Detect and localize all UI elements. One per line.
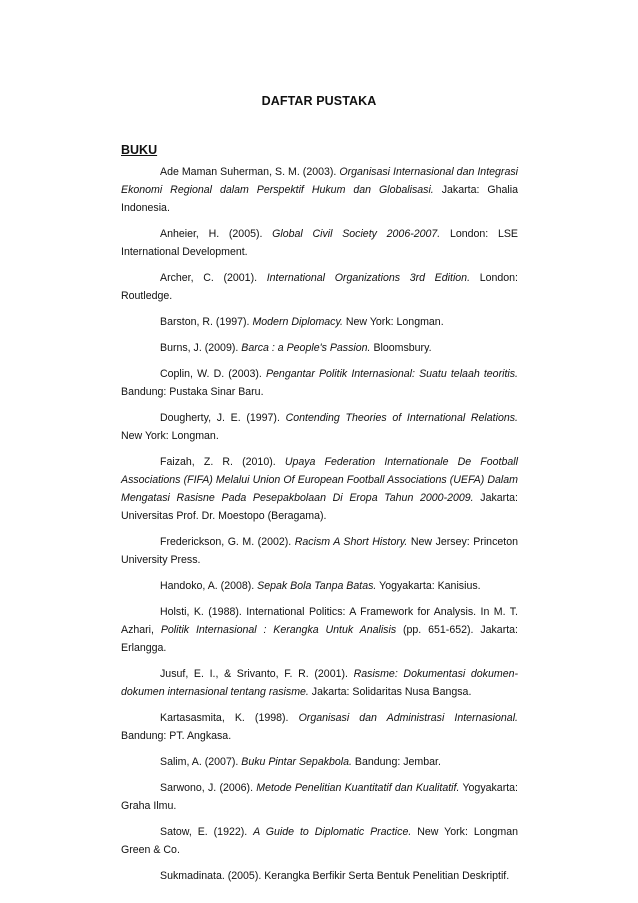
reference-title: Sepak Bola Tanpa Batas. bbox=[257, 580, 377, 592]
reference-title: Buku Pintar Sepakbola. bbox=[241, 756, 352, 768]
reference-text: Anheier, H. (2005). bbox=[160, 228, 273, 240]
reference-text: Satow, E. (1922). bbox=[160, 826, 254, 838]
reference-title: Rasisme: Dokumentasi dokumen-dokumen internasional tentang rasisme. bbox=[121, 668, 518, 698]
reference-title: Pengantar Politik Internasional: Suatu telaah teoritis. bbox=[265, 368, 518, 380]
reference-publisher: London: LSE International Development. bbox=[121, 228, 518, 258]
reference-item bbox=[121, 313, 518, 331]
reference-text: Sarwono, J. (2006). bbox=[160, 782, 257, 794]
reference-text: Archer, C. (2001). bbox=[160, 272, 267, 284]
reference-item bbox=[121, 225, 518, 261]
reference-text: Kartasasmita, K. (1998). bbox=[160, 712, 299, 724]
reference-text: Frederickson, G. M. (2002). bbox=[160, 536, 295, 548]
reference-title: International Organizations 3rd Edition. bbox=[266, 272, 471, 284]
reference-item bbox=[121, 823, 518, 859]
reference-publisher: Jakarta: Ghalia Indonesia. bbox=[121, 184, 518, 214]
reference-publisher: Bandung: Jembar. bbox=[351, 756, 441, 768]
reference-text: Burns, J. (2009). bbox=[160, 342, 242, 354]
reference-publisher: London: Routledge. bbox=[121, 272, 518, 302]
reference-item bbox=[121, 365, 518, 401]
reference-list bbox=[121, 163, 518, 893]
reference-item bbox=[121, 577, 518, 595]
reference-title: Organisasi Internasional dan Integrasi Ekonomi Regional dalam Perspektif Hukum dan Globalisasi. bbox=[121, 166, 518, 196]
reference-text: Salim, A. (2007). bbox=[160, 756, 242, 768]
reference-item bbox=[121, 163, 518, 217]
reference-item bbox=[121, 753, 518, 771]
page-title: DAFTAR PUSTAKA bbox=[261, 94, 377, 108]
reference-title: Contending Theories of International Relations. bbox=[285, 412, 518, 424]
reference-publisher: New York: Longman Green & Co. bbox=[121, 826, 518, 856]
reference-title: Modern Diplomacy. bbox=[252, 316, 343, 328]
reference-text: Jusuf, E. I., & Srivanto, F. R. (2001). bbox=[160, 668, 354, 680]
reference-item bbox=[121, 603, 518, 657]
reference-item bbox=[121, 867, 518, 885]
reference-text: Handoko, A. (2008). bbox=[160, 580, 258, 592]
reference-publisher: Yogyakarta: Kanisius. bbox=[376, 580, 481, 592]
reference-title: Racism A Short History. bbox=[294, 536, 408, 548]
reference-publisher: Jakarta: Solidaritas Nusa Bangsa. bbox=[308, 686, 472, 698]
reference-title: A Guide to Diplomatic Practice. bbox=[253, 826, 412, 838]
reference-item bbox=[121, 409, 518, 445]
reference-item bbox=[121, 453, 518, 525]
reference-title: Upaya Federation Internationale De Football Associations (FIFA) Melalui Union Of European Football Associations (UEFA) Dalam Mengatasi Rasisne Pada Pesepakbolaan Di Eropa Tahun 2000-2009. bbox=[121, 456, 518, 504]
reference-publisher: Bandung: PT. Angkasa. bbox=[121, 730, 232, 742]
reference-item bbox=[121, 533, 518, 569]
reference-publisher: (pp. 651-652). Jakarta: Erlangga. bbox=[121, 624, 519, 654]
reference-text: Faizah, Z. R. (2010). bbox=[160, 456, 285, 468]
reference-item bbox=[121, 779, 518, 815]
reference-publisher: New Jersey: Princeton University Press. bbox=[121, 536, 518, 566]
reference-text: Barston, R. (1997). bbox=[160, 316, 253, 328]
reference-publisher: Bloomsbury. bbox=[370, 342, 432, 354]
reference-item bbox=[121, 709, 518, 745]
reference-text: Holsti, K. (1988). International Politics: A Framework for Analysis. In M. T. Azhari, bbox=[121, 606, 518, 636]
reference-publisher: Bandung: Pustaka Sinar Baru. bbox=[121, 386, 264, 398]
reference-text: Sukmadinata. (2005). Kerangka Berfikir Serta Bentuk Penelitian Deskriptif. bbox=[160, 870, 510, 882]
reference-publisher: Jakarta: Universitas Prof. Dr. Moestopo (Beragama). bbox=[121, 492, 518, 522]
reference-title: Barca : a People's Passion. bbox=[241, 342, 371, 354]
section-heading-buku: BUKU bbox=[121, 143, 158, 157]
reference-title: Organisasi dan Administrasi Internasional. bbox=[298, 712, 518, 724]
reference-publisher: New York: Longman. bbox=[342, 316, 444, 328]
reference-item bbox=[121, 339, 518, 357]
reference-text: Dougherty, J. E. (1997). bbox=[160, 412, 286, 424]
reference-text: Ade Maman Suherman, S. M. (2003). bbox=[160, 166, 340, 178]
reference-text: Coplin, W. D. (2003). bbox=[160, 368, 266, 380]
reference-title: Metode Penelitian Kuantitatif dan Kualitatif. bbox=[256, 782, 460, 794]
reference-title: Politik Internasional : Kerangka Untuk Analisis bbox=[160, 624, 397, 636]
reference-item bbox=[121, 269, 518, 305]
reference-item bbox=[121, 665, 518, 701]
reference-title: Global Civil Society 2006-2007. bbox=[272, 228, 441, 240]
reference-publisher: Yogyakarta: Graha Ilmu. bbox=[121, 782, 519, 812]
reference-publisher: New York: Longman. bbox=[121, 430, 219, 442]
